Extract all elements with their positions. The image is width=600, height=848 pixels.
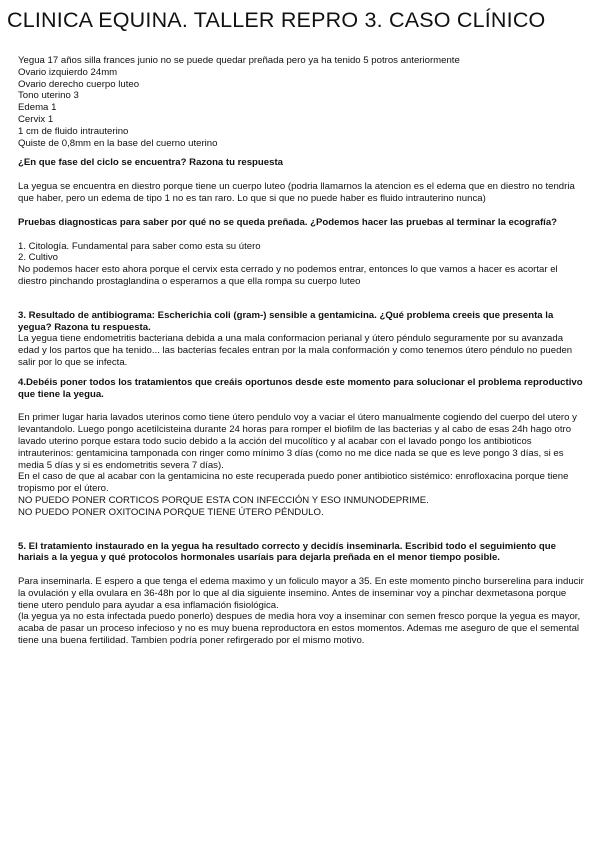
- case-info-line: Quiste de 0,8mm en la base del cuerno uterino: [18, 137, 218, 149]
- answer-4-line: En el caso de que al acabar con la gentamicina no este recuperada puedo poner antibiotico sistémico: enrofloxacina porque tiene tropismo por el útero.: [18, 471, 569, 495]
- answer-1: La yegua se encuentra en diestro porque tiene un cuerpo luteo (podria llamarnos la atencion es el edema que en diestro no tendria que haber, pero un edema de tipo 1 no es tan raro. Lo que si que no puede haber es fluido intrauterino nunca): [18, 181, 575, 204]
- answer-3: La yegua tiene endometritis bacteriana debida a una mala conformacion perianal y útero péndulo seguramente por su avanzada edad y los partos que ha tenido... las bacterias fecales entran por la mala conformación y como tenemos útero péndulo no pueden salir por lo que se infecta.: [18, 333, 573, 368]
- question-5-section: [18, 541, 586, 647]
- question-1-section: [18, 157, 586, 204]
- answer-5-line: Para inseminarla. E espero a que tenga el edema maximo y un foliculo mayor a 35. En este momento pincho burserelina para inducir la ovulación y ella ovulara en 36-48h por lo que al dia siguiente insemino. Antes de inseminar voy a pinchar dexmetasona porque tiene utero pendulo para ayudar a esa inflamación fisiológica.: [18, 576, 584, 611]
- case-info-line: 1 cm de fluido intrauterino: [18, 125, 129, 137]
- case-info-line: Cervix 1: [18, 113, 54, 125]
- question-4-section: [18, 377, 586, 519]
- case-info: [18, 55, 586, 149]
- question-3-section: [18, 310, 586, 369]
- question-4: 4.Debéis poner todos los tratamientos que creáis oportunos desde este momento para solucionar el problema reproductivo que tiene la yegua.: [18, 376, 583, 400]
- answer-2-line: 1. Citología. Fundamental para saber como esta su útero: [18, 240, 261, 252]
- case-info-line: Ovario derecho cuerpo luteo: [18, 78, 140, 90]
- question-2: Pruebas diagnosticas para saber por qué no se queda preñada. ¿Podemos hacer las pruebas al terminar la ecografía?: [18, 216, 558, 228]
- case-info-line: Edema 1: [18, 102, 57, 114]
- question-2-section: [18, 217, 586, 288]
- answer-2-line: No podemos hacer esto ahora porque el cervix esta cerrado y no podemos entrar, entonces lo que vamos a hacer es acortar el diestro pinchando prostaglandina o esperarnos a que ella rompa su cuerpo luteo: [18, 264, 558, 287]
- answer-4-line: NO PUEDO PONER CORTICOS PORQUE ESTA CON INFECCIÓN Y ESO INMUNODEPRIME.: [18, 494, 429, 506]
- answer-4-line: NO PUEDO PONER OXITOCINA PORQUE TIENE ÚTERO PÉNDULO.: [18, 506, 324, 518]
- case-info-line: Tono uterino 3: [18, 90, 79, 102]
- answer-2-line: 2. Cultivo: [18, 252, 58, 264]
- document-body: [18, 55, 586, 647]
- question-5: 5. El tratamiento instaurado en la yegua ha resultado correcto y decidís inseminarla. Escribid todo el seguimiento que hariais a la yegua y qué protocolos hormonales usaríais para dejarla preñada en el menor tiempo posible.: [18, 540, 556, 564]
- case-info-line: Ovario izquierdo 24mm: [18, 66, 118, 78]
- case-info-line: Yegua 17 años silla frances junio no se puede quedar preñada pero ya ha tenido 5 potros anteriormente: [18, 55, 460, 66]
- answer-4-line: En primer lugar haria lavados uterinos como tiene útero pendulo voy a vaciar el útero manualmente cogiendo del cuerpo del utero y levantandolo. Luego pongo acetilcisteina durante 24 horas para romper el biofilm de las bacterias y al cabo de esas 24h hago otro lavado uterino porque estara todo sucio debido a la acción del mucolítico y al acabar con el lavado pongo los antibioticos intrauterinos: gentamicina tamponada con ringer como mínimo 3 días (como no me dice nada se que es leve pongo 3 días, si es media 5 días y si es endometritis severa 7 días).: [18, 412, 577, 471]
- document-title: CLINICA EQUINA. TALLER REPRO 3. CASO CLÍNICO: [7, 8, 546, 32]
- answer-5-line: (la yegua ya no esta infectada puedo ponerlo) despues de media hora voy a inseminar con semen fresco porque la yegua es mayor, acaba de pasar un proceso infecioso y no es muy buena reproductora en estos momentos. Ademas me aseguro de que el semental tiene una buena fertilidad. Tambien podría poner refirgerado por el mismo motivo.: [18, 611, 581, 647]
- question-1: ¿En que fase del ciclo se encuentra? Razona tu respuesta: [18, 157, 283, 169]
- question-3: 3. Resultado de antibiograma: Escherichia coli (gram-) sensible a gentamicina. ¿Qué problema creeis que presenta la yegua? Razona tu respuesta.: [18, 309, 554, 333]
